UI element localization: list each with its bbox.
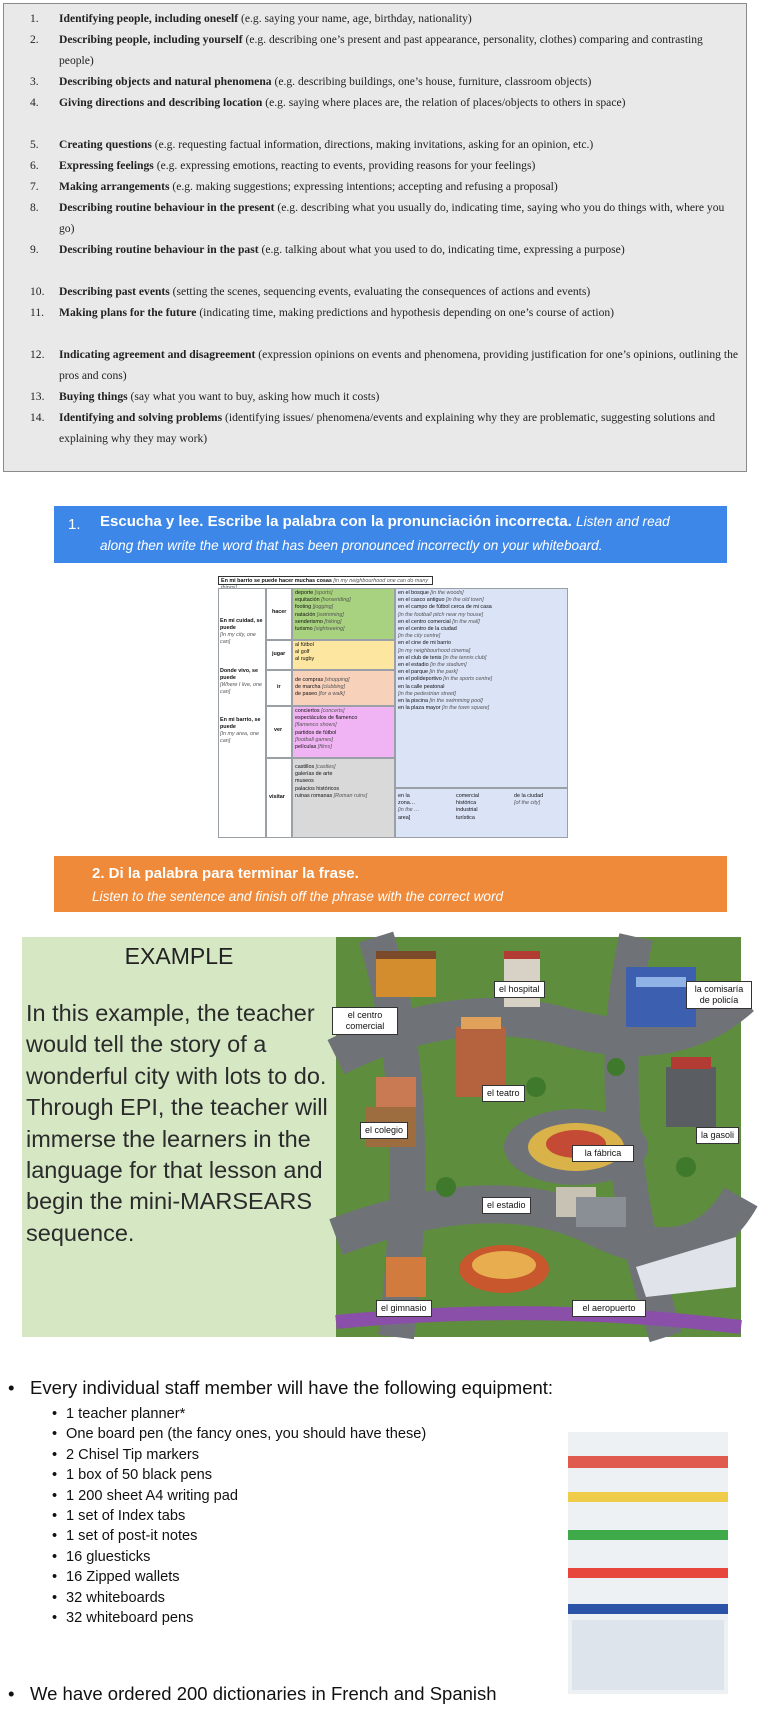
place-item: [in the city centre] <box>398 633 441 640</box>
function-number: 3. <box>30 75 39 88</box>
function-text <box>59 176 739 197</box>
map-label-gimnasio: el gimnasio <box>376 1300 432 1317</box>
hacer-items-cell <box>292 588 395 640</box>
function-text <box>59 239 739 260</box>
equipment-item: • 1 teacher planner* <box>52 1406 186 1422</box>
function-description: (e.g. saying where places are, the relation of places/objects to others in space) <box>262 96 626 109</box>
ir-item: de paseo [for a walk] <box>295 691 345 698</box>
function-text <box>59 134 739 155</box>
intro-3: En mi barrio, se puede [In my area, one can] <box>220 717 261 744</box>
function-text <box>59 92 739 113</box>
function-title: Identifying and solving problems <box>59 411 223 424</box>
function-number: 1. <box>30 12 39 25</box>
function-text <box>59 302 739 323</box>
ver-item: [football games] <box>295 736 334 743</box>
equipment-item: • One board pen (the fancy ones, you should have these) <box>52 1426 427 1443</box>
function-number: 6. <box>30 159 39 172</box>
function-text <box>59 8 739 29</box>
function-title: Describing objects and natural phenomena <box>59 75 272 88</box>
function-title: Describing people, including yourself <box>59 33 243 46</box>
function-number: 14. <box>30 411 45 424</box>
town-map-illustration <box>336 937 744 1337</box>
place-item: en el club de tenis [in the tennis club] <box>398 654 487 661</box>
function-title: Creating questions <box>59 138 152 151</box>
function-title: Describing past events <box>59 285 170 298</box>
place-item: en el parque [in the park] <box>398 669 458 676</box>
function-text <box>59 155 739 176</box>
hacer-item: natación [swimming] <box>295 611 344 618</box>
visitar-item: palacios históricos <box>295 785 340 792</box>
place-item: en el casco antiguo [in the old town] <box>398 597 484 604</box>
map-label-colegio: el colegio <box>360 1122 408 1139</box>
activity-2-banner <box>54 856 727 912</box>
function-description: (setting the scenes, sequencing events, evaluating the consequences of actions and events) <box>169 285 591 298</box>
place-item: [in the football pitch near my house] <box>398 611 484 618</box>
intro-2: Donde vivo, se puede [Where I live, one can] <box>220 668 262 695</box>
zone-type-item: histórica <box>456 800 477 807</box>
ir-item: de marcha [clubbing] <box>295 684 346 691</box>
ver-items-cell <box>292 706 395 758</box>
zone-item: zona… <box>398 800 416 807</box>
equipment-intro: • Every individual staff member will have the following equipment: <box>8 1377 554 1398</box>
function-title: Describing routine behaviour in the past <box>59 243 259 256</box>
ver-item: películas [films] <box>295 744 332 751</box>
ver-item: partidos de fútbol <box>295 729 337 736</box>
visitar-item: ruinas romanas [Roman ruins] <box>295 792 368 799</box>
map-label-aeropuerto: el aeropuerto <box>572 1300 646 1317</box>
function-title: Making arrangements <box>59 180 170 193</box>
zone-type-item: industrial <box>456 807 478 814</box>
zone-item: en la <box>398 793 410 799</box>
function-text <box>59 281 739 302</box>
verb-jugar-cell: jugar <box>266 640 292 670</box>
place-item: en el centro comercial [in the mall] <box>398 618 480 625</box>
equipment-item: • 16 gluesticks <box>52 1548 151 1565</box>
hacer-item: equitación [horseriding] <box>295 597 351 604</box>
hacer-item: footing [jogging] <box>295 604 334 611</box>
ver-item: [flamenco shows] <box>295 722 337 729</box>
function-description: (identifying issues/ phenomena/events and explaining why they are problematic, suggesting solutions and explaining why they may work) <box>59 411 716 445</box>
equipment-item: • 1 200 sheet A4 writing pad <box>52 1487 239 1504</box>
ir-items-cell <box>292 670 395 706</box>
map-label-estadio: el estadio <box>482 1197 531 1214</box>
map-label-teatro: el teatro <box>482 1085 525 1102</box>
equipment-closing: • We have ordered 200 dictionaries in French and Spanish <box>8 1683 497 1704</box>
equipment-item: • 1 set of Index tabs <box>52 1508 186 1524</box>
function-description: (e.g. describing buildings, one’s house, furniture, classroom objects) <box>271 75 592 88</box>
visitar-item: museos <box>295 778 314 785</box>
function-text <box>59 71 739 92</box>
zone-type-item: turística <box>456 814 475 821</box>
zipped-wallets-drawing <box>568 1432 728 1694</box>
function-number: 12. <box>30 348 45 361</box>
equipment-item: • 1 set of post-it notes <box>52 1528 198 1545</box>
zones-cell <box>395 788 568 838</box>
visitar-items-cell <box>292 758 395 838</box>
function-text <box>59 407 739 449</box>
function-description: (e.g. describing one’s present and past appearance, personality, clothes) comparing and contrasting people) <box>59 33 703 67</box>
function-description: (e.g. making suggestions; expressing intentions; accepting and refusing a proposal) <box>169 180 558 193</box>
place-item: en el bosque [in the woods] <box>398 590 464 596</box>
function-description: (e.g. expressing emotions, reacting to events, providing reasons for your feelings) <box>153 159 536 172</box>
vocabulary-worksheet-table <box>218 576 568 838</box>
place-item: en el polideportivo [in the sports centre] <box>398 676 493 683</box>
place-item: en el centro de la ciudad <box>398 626 457 633</box>
place-item: [in the pedestrian street] <box>398 690 456 697</box>
zipped-wallets-photo <box>568 1432 728 1694</box>
map-label-gasolinera: la gasoli <box>696 1127 739 1144</box>
function-title: Buying things <box>59 390 128 403</box>
activity-1-banner <box>54 506 727 563</box>
activity-1-title: Escucha y lee. Escribe la palabra con la pronunciación incorrecta. Listen and read <box>100 513 670 530</box>
jugar-items-cell <box>292 640 395 670</box>
function-title: Indicating agreement and disagreement <box>59 348 256 361</box>
function-description: (expression opinions on events and phenomena, providing justification for one’s opinions, outlining the pros and cons) <box>59 348 739 382</box>
zone-type-item: comercial <box>456 793 480 799</box>
function-description: (e.g. saying your name, age, birthday, nationality) <box>238 12 472 25</box>
ir-item: de compras [shopping] <box>295 677 350 683</box>
function-number: 4. <box>30 96 39 109</box>
visitar-item: galerías de arte <box>295 771 333 778</box>
activity-1-subtitle: along then write the word that has been pronounced incorrectly on your whiteboard. <box>100 538 603 553</box>
map-label-hospital: el hospital <box>494 981 545 998</box>
function-title: Making plans for the future <box>59 306 197 319</box>
function-number: 9. <box>30 243 39 256</box>
place-item: en la plaza mayor [in the town square] <box>398 705 490 712</box>
function-title: Expressing feelings <box>59 159 154 172</box>
verb-visitar-cell: visitar <box>266 758 292 838</box>
equipment-item: • 32 whiteboards <box>52 1589 165 1606</box>
function-number: 5. <box>30 138 39 151</box>
jugar-item: al rugby <box>295 656 315 663</box>
hacer-item: senderismo [hiking] <box>295 618 342 625</box>
map-label-comisaria: la comisaría de policía <box>686 981 752 1009</box>
function-text <box>59 386 739 407</box>
function-number: 2. <box>30 33 39 46</box>
example-title: EXAMPLE <box>124 943 234 969</box>
function-text <box>59 29 739 71</box>
place-item: en el campo de fútbol cerca de mi casa <box>398 604 492 611</box>
ver-item: espectáculos de flamenco <box>295 715 358 722</box>
zone-item: [in the … <box>398 807 420 814</box>
map-label-centro-comercial: el centro comercial <box>332 1007 398 1035</box>
example-panel <box>22 937 336 1337</box>
activity-2-title: 2. Di la palabra para terminar la frase. <box>92 865 359 882</box>
jugar-item: al fútbol <box>295 642 314 648</box>
function-description: (indicating time, making predictions and hypothesis depending on one’s course of action) <box>196 306 615 319</box>
function-number: 10. <box>30 285 45 298</box>
zone-city-item: de la ciudad <box>514 793 544 799</box>
function-text <box>59 344 739 386</box>
verb-hacer-cell: hacer <box>266 588 292 640</box>
hacer-item: deporte [sports] <box>295 590 333 596</box>
places-cell <box>395 588 568 788</box>
function-number: 13. <box>30 390 45 403</box>
function-description: (e.g. requesting factual information, directions, making invitations, asking for an opinion, etc.) <box>151 138 594 151</box>
function-title: Identifying people, including oneself <box>59 12 239 25</box>
function-text <box>59 197 739 239</box>
intro-1: En mi cuidad, se puede [In my city, one can] <box>220 618 263 645</box>
example-text: In this example, the teacher would tell the story of a wonderful city with lots to do. Through EPI, the teacher will immerse the learners in the language for that lesson and begin the mini-MARSEARS sequence. <box>26 1000 328 1246</box>
function-number: 8. <box>30 201 39 214</box>
function-number: 7. <box>30 180 39 193</box>
activity-1-number: 1. <box>68 516 81 533</box>
function-title: Describing routine behaviour in the present <box>59 201 275 214</box>
place-item: en el cine de mi barrio <box>398 640 452 647</box>
ver-item: conciertos [concerts] <box>295 708 345 714</box>
place-item: [in my neighbourhood cinema] <box>398 647 471 654</box>
zone-city-item: [of the city] <box>514 800 541 807</box>
functions-list-panel <box>3 3 747 472</box>
function-description: (e.g. talking about what you used to do, indicating time, expressing a purpose) <box>258 243 625 256</box>
equipment-item: • 32 whiteboard pens <box>52 1610 194 1626</box>
equipment-item: • 1 box of 50 black pens <box>52 1467 213 1484</box>
verb-ver-cell: ver <box>266 706 292 758</box>
visitar-item: castillos [castles] <box>295 764 336 770</box>
jugar-item: al golf <box>295 649 310 656</box>
zone-item: area] <box>398 814 411 821</box>
equipment-item: • 16 Zipped wallets <box>52 1569 180 1586</box>
verb-ir-cell: ir <box>266 670 292 706</box>
function-title: Giving directions and describing location <box>59 96 263 109</box>
function-number: 11. <box>30 306 45 319</box>
activity-2-subtitle: Listen to the sentence and finish off the phrase with the correct word <box>92 889 504 904</box>
function-description: (e.g. describing what you usually do, indicating time, saying who you do things with, where you go) <box>59 201 725 235</box>
place-item: en el estadio [in the stadium] <box>398 662 467 669</box>
hacer-item: turismo [sightseeing] <box>295 626 345 633</box>
function-description: (say what you want to buy, asking how much it costs) <box>127 390 380 403</box>
worksheet-header: En mi barrio se puede hacer muchas cosas [in my neighbourhood one can do many <box>218 576 433 585</box>
place-item: en la calle peatonal <box>398 683 445 690</box>
equipment-item: • 2 Chisel Tip markers <box>52 1446 200 1463</box>
map-label-fabrica: la fábrica <box>572 1145 634 1162</box>
place-item: en la piscina [in the swimming pool] <box>398 698 483 705</box>
